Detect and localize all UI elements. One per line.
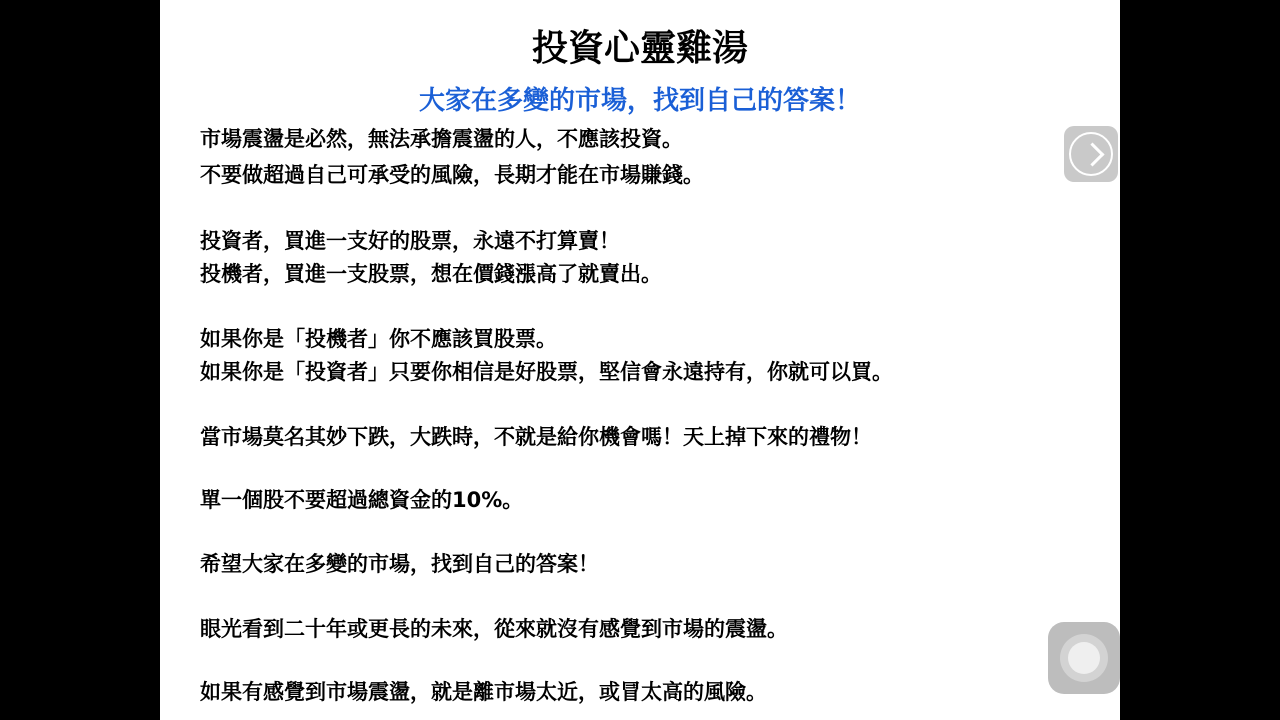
text-line: 投機者，買進一支股票，想在價錢漲高了就賣出。	[200, 262, 662, 286]
page-subtitle: 大家在多變的市場，找到自己的答案！	[418, 86, 861, 116]
assistive-touch-icon	[1060, 634, 1108, 682]
text-line: 如果你是「投資者」只要你相信是好股票，堅信會永遠持有，你就可以買。	[200, 360, 893, 384]
text-line: 如果你是「投機者」你不應該買股票。	[200, 327, 557, 351]
text-line: 當市場莫名其妙下跌，大跌時，不就是給你機會嗎！天上掉下來的禮物！	[200, 425, 872, 449]
text-line: 不要做超過自己可承受的風險，長期才能在市場賺錢。	[200, 163, 704, 187]
document-page	[160, 0, 1120, 720]
page-title: 投資心靈雞湯	[531, 28, 748, 69]
text-line: 投資者，買進一支好的股票，永遠不打算賣！	[200, 229, 620, 253]
text-line: 眼光看到二十年或更長的未來，從來就沒有感覺到市場的震盪。	[200, 617, 788, 641]
text-line: 市場震盪是必然，無法承擔震盪的人，不應該投資。	[200, 127, 683, 151]
chevron-right-icon	[1069, 132, 1113, 176]
assistive-touch-button[interactable]	[1048, 622, 1120, 694]
text-line: 單一個股不要超過總資金的10%。	[200, 488, 524, 512]
next-page-button[interactable]	[1064, 126, 1118, 182]
text-line: 如果有感覺到市場震盪，就是離市場太近，或冒太高的風險。	[200, 680, 767, 704]
text-line: 希望大家在多變的市場，找到自己的答案！	[200, 552, 599, 576]
